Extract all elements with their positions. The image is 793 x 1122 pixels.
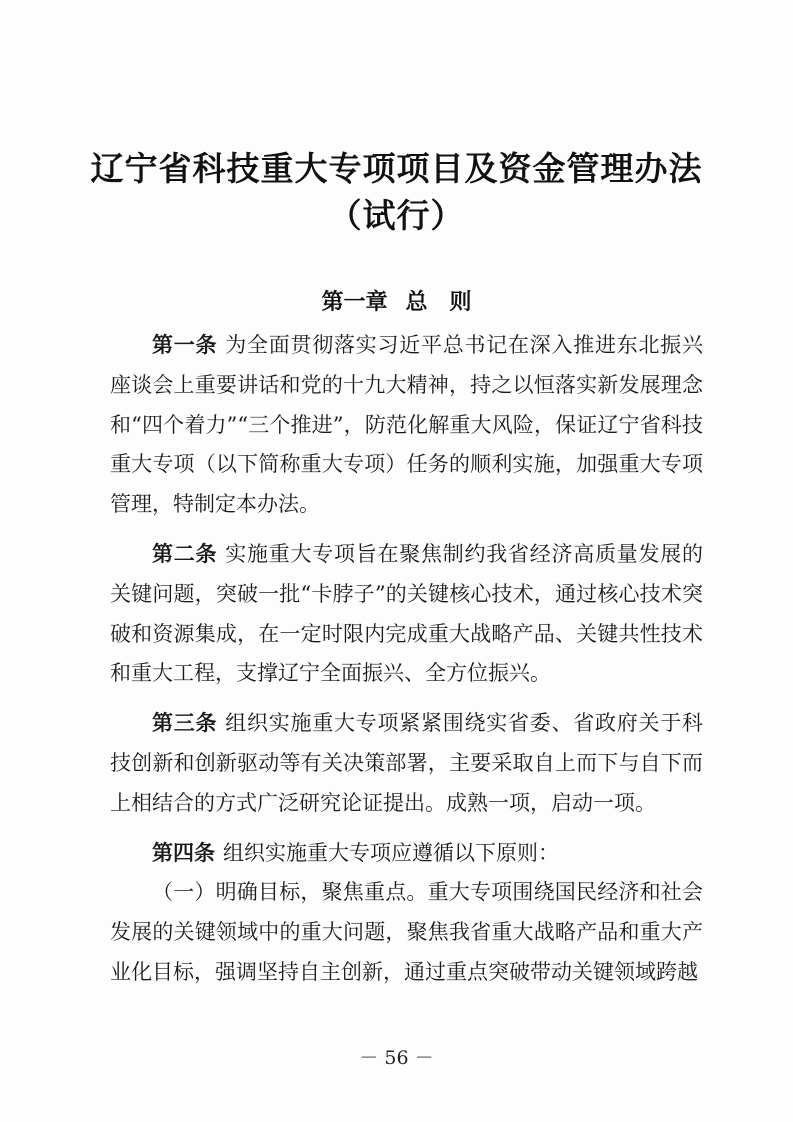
paragraph-item-1 [110, 873, 703, 992]
item-text: （一）明确目标，聚焦重点。重大专项围绕国民经济和社会发展的关键领域中的重大问题，聚焦我省重大战略产品和重大产业化目标，强调坚持自主创新，通过重点突破带动关键领域跨越 [110, 880, 703, 984]
article-text: 实施重大专项旨在聚焦制约我省经济高质量发展的关键问题，突破一批“卡脖子”的关键核心技术，通过核心技术突破和资源集成，在一定时限内完成重大战略产品、关键共性技术和重大工程，支撑辽宁全面振兴、全方位振兴。 [110, 541, 703, 686]
article-label: 第二条 [152, 541, 218, 566]
article-label: 第四条 [152, 840, 215, 865]
document-subtitle: （试行） [328, 196, 465, 235]
document-title: 辽宁省科技重大专项项目及资金管理办法 [90, 149, 703, 188]
paragraph-article-1 [110, 326, 703, 525]
article-text: 组织实施重大专项应遵循以下原则： [223, 840, 559, 865]
body-text [110, 326, 703, 993]
chapter-heading [0, 285, 793, 316]
paragraph-article-3 [110, 704, 703, 823]
article-label: 第一条 [152, 333, 218, 357]
chapter-name: 总 则 [405, 290, 472, 315]
article-label: 第三条 [152, 711, 218, 736]
article-text: 为全面贯彻落实习近平总书记在深入推进东北振兴座谈会上重要讲话和党的十九大精神，持之以恒落实新发展理念和“四个着力”“三个推进”，防范化解重大风险，保证辽宁省科技重大专项（以下简称重大专项）任务的顺利实施，加强重大专项管理，特制定本办法。 [110, 333, 703, 517]
paragraph-article-2 [110, 535, 703, 694]
article-text: 组织实施重大专项紧紧围绕实省委、省政府关于科技创新和创新驱动等有关决策部署，主要采取自上而下与自下而上相结合的方式广泛研究论证提出。成熟一项，启动一项。 [110, 711, 703, 815]
paragraph-article-4 [110, 834, 703, 874]
page-number: － 56 － [359, 1047, 434, 1069]
chapter-label: 第一章 [321, 290, 388, 315]
